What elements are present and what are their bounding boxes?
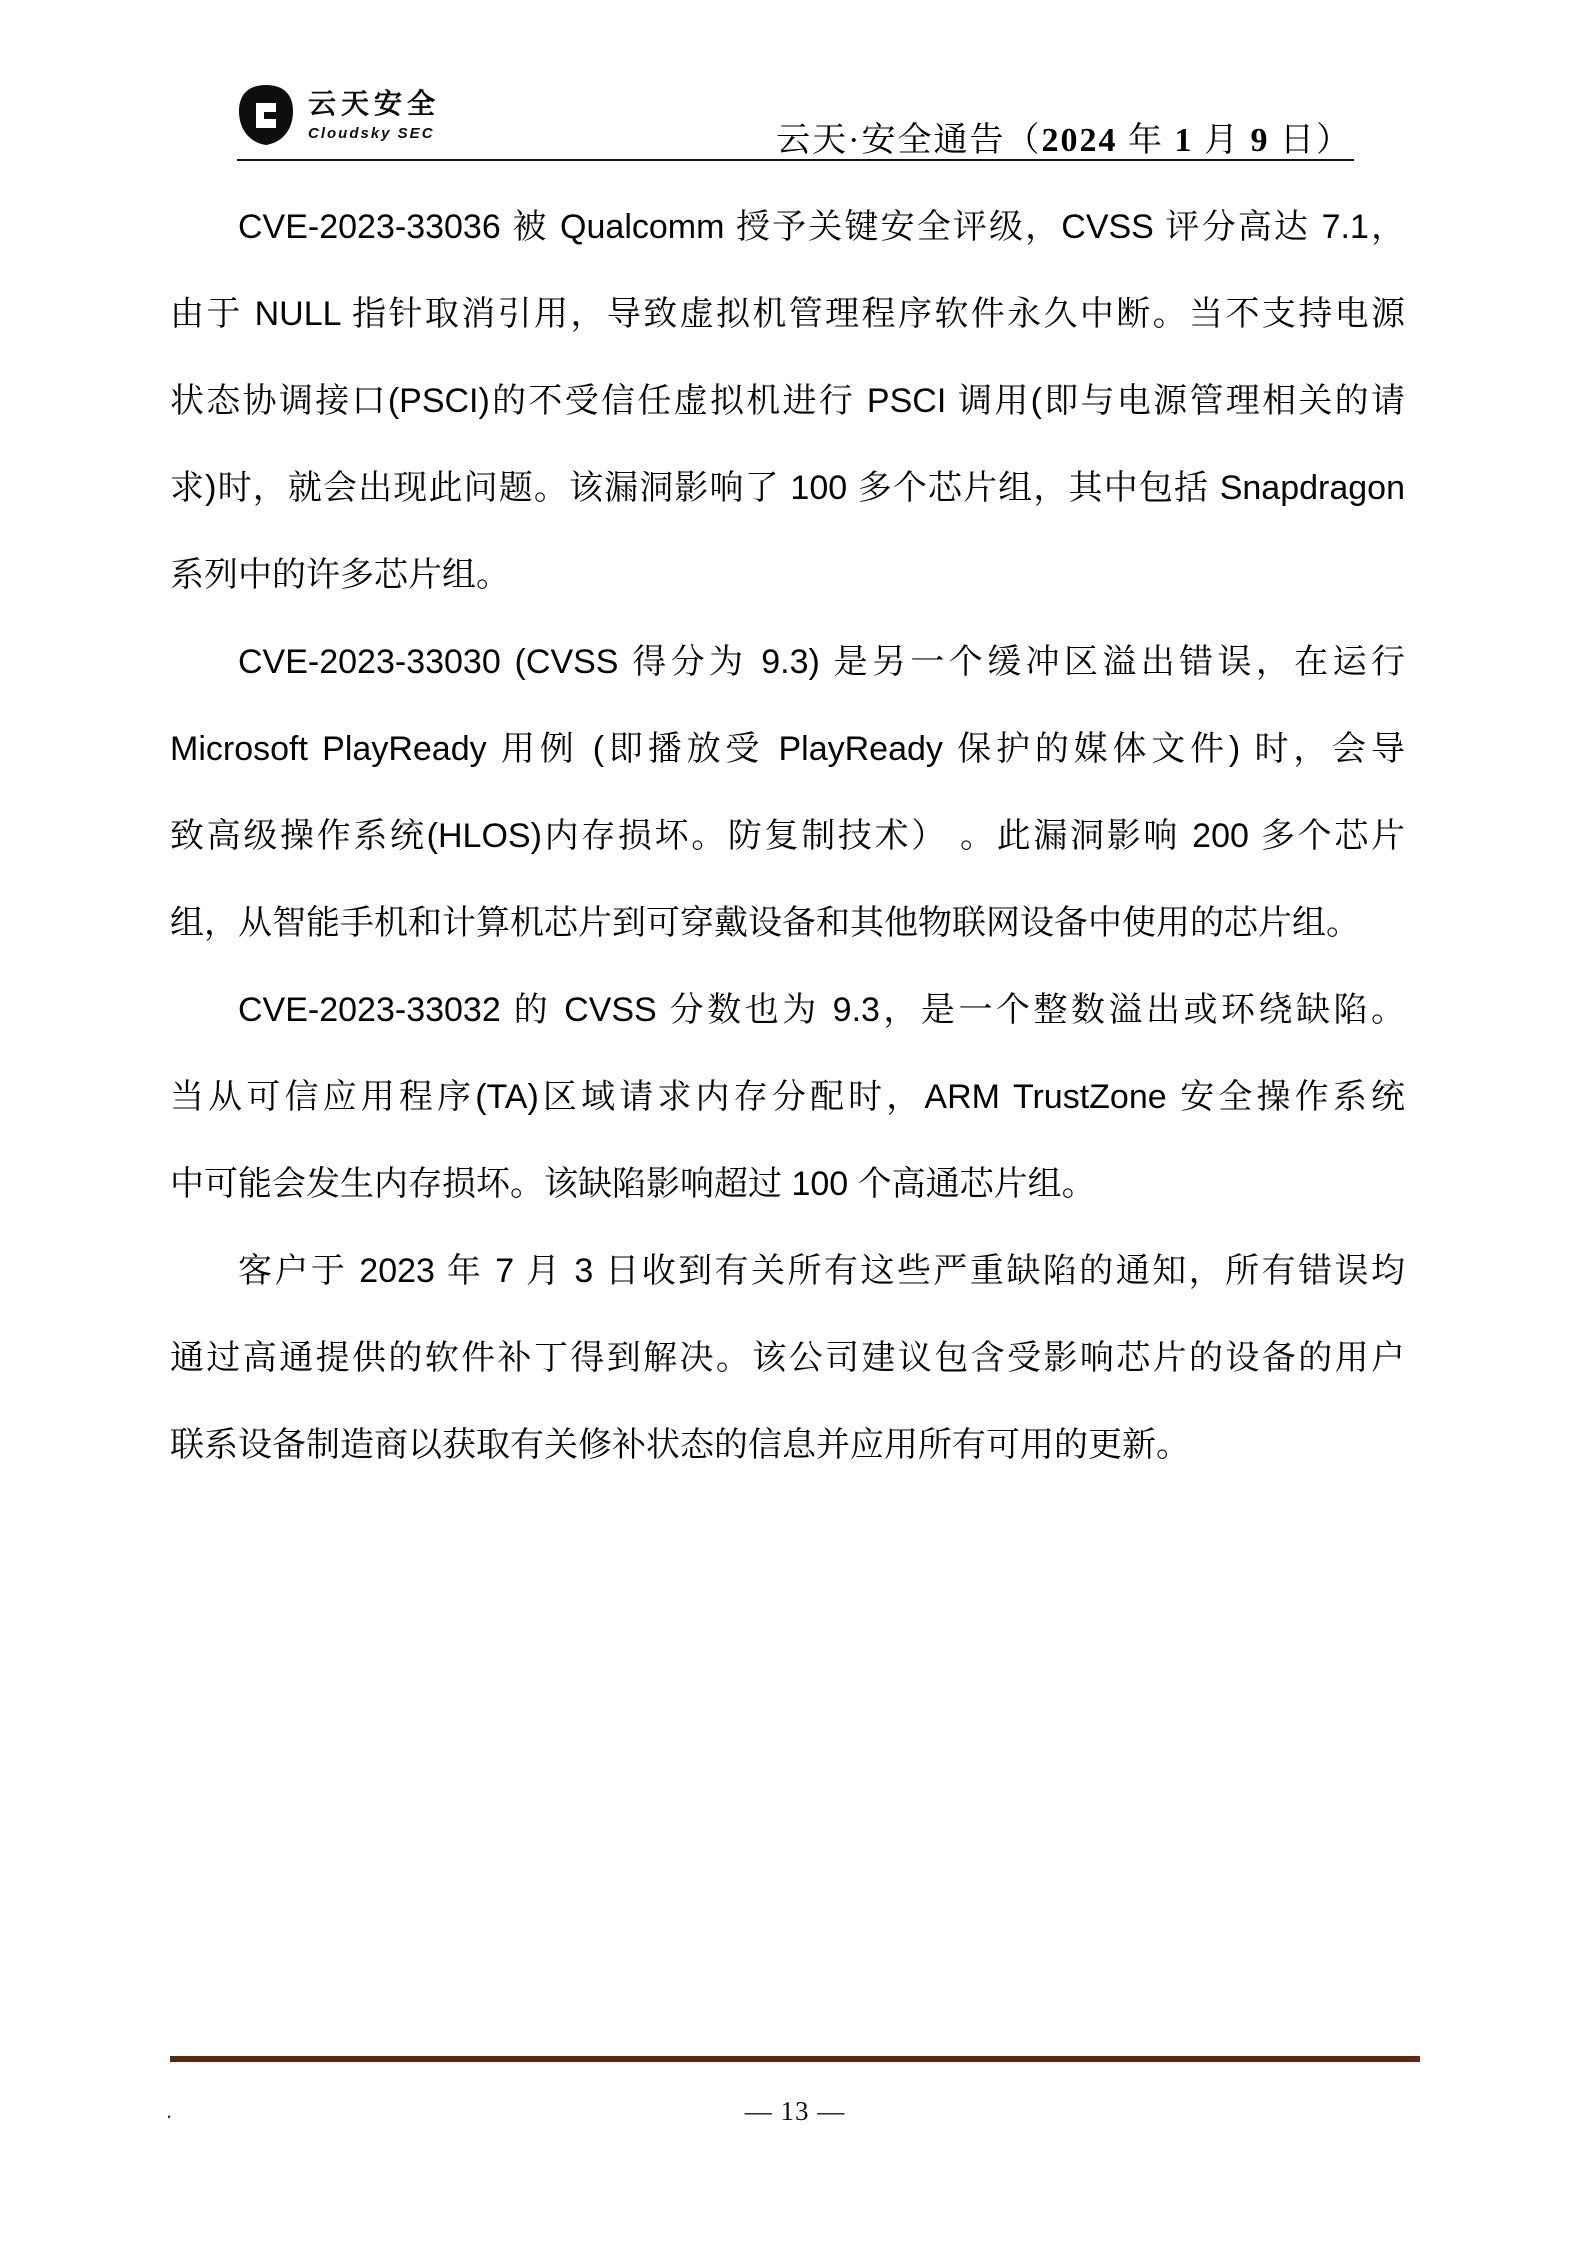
header-title-segment: 云天·安全通告（ [776,122,1042,159]
brand-name-cn: 云天安全 [308,88,441,120]
shield-c-icon [237,84,295,146]
header-title-segment: 日） [1269,122,1352,159]
paragraph-1-line-3: 状态协调接口(PSCI)的不受信任虚拟机进行 PSCI 调用(即与电源管理相关的请 [170,382,1405,420]
paragraph-2-line-4: 组，从智能手机和计算机芯片到可穿戴设备和其他物联网设备中使用的芯片组。 [170,904,1360,942]
paragraph-4-line-1: 客户于 2023 年 7 月 3 日收到有关所有这些严重缺陷的通知，所有错误均 [238,1252,1405,1290]
paragraph-1-line-1: CVE-2023-33036 被 Qualcomm 授予关键安全评级，CVSS 评分高达 7.1， [238,208,1405,246]
paragraph-3-line-2: 当从可信应用程序(TA)区域请求内存分配时，ARM TrustZone 安全操作系统 [170,1078,1405,1116]
paragraph-1-line-4: 求)时，就会出现此问题。该漏洞影响了 100 多个芯片组，其中包括 Snapdragon [170,469,1405,507]
header-title [776,112,1352,161]
paragraph-2-line-2: Microsoft PlayReady 用例 (即播放受 PlayReady 保护的媒体文件) 时，会导 [170,730,1405,768]
paragraph-4-line-3: 联系设备制造商以获取有关修补状态的信息并应用所有可用的更新。 [170,1426,1190,1464]
header-title-segment: 2024 [1041,122,1118,159]
paragraph-2-line-1: CVE-2023-33030 (CVSS 得分为 9.3) 是另一个缓冲区溢出错误，在运行 [238,643,1405,681]
paragraph-1-line-2: 由于 NULL 指针取消引用，导致虚拟机管理程序软件永久中断。当不支持电源 [170,295,1405,333]
header-title-segment: 1 [1174,122,1194,159]
paragraph-1-line-5: 系列中的许多芯片组。 [170,556,510,594]
header-title-segment: 9 [1250,122,1270,159]
brand-logo-text [308,88,440,141]
paragraph-3-line-3: 中可能会发生内存损坏。该缺陷影响超过 100 个高通芯片组。 [170,1165,1096,1203]
paragraph-4-line-2: 通过高通提供的软件补丁得到解决。该公司建议包含受影响芯片的设备的用户 [170,1339,1405,1377]
brand-name-en: Cloudsky SEC [308,124,435,142]
paragraph-3-line-1: CVE-2023-33032 的 CVSS 分数也为 9.3，是一个整数溢出或环绕缺陷。 [238,991,1405,1029]
header-title-segment: 月 [1193,122,1251,159]
document-body [170,184,1405,1489]
header-rule [237,159,1354,161]
brand-logo [237,84,440,146]
footer-left-mark: . [166,2098,173,2123]
footer-rule [170,2056,1420,2062]
page-number: — 13 — [744,2096,846,2126]
header-title-segment: 年 [1117,122,1175,159]
paragraph-2-line-3: 致高级操作系统(HLOS)内存损坏。防复制技术） 。此漏洞影响 200 多个芯片 [170,817,1405,855]
